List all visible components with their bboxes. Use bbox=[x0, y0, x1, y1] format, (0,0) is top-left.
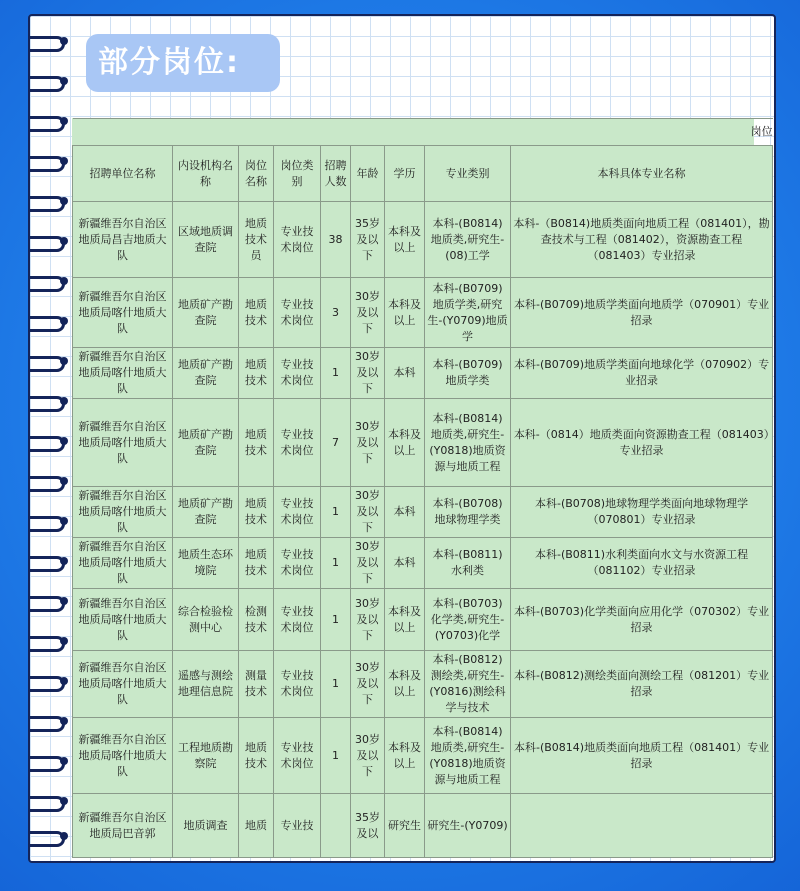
binding-ring bbox=[28, 236, 65, 252]
cell-type: 专业技术岗位 bbox=[274, 538, 321, 589]
cell-unit: 新疆维吾尔自治区地质局喀什地质大队 bbox=[73, 399, 173, 487]
table-row bbox=[73, 651, 773, 718]
cell-type: 专业技术岗位 bbox=[274, 487, 321, 538]
cell-age: 30岁及以下 bbox=[351, 348, 385, 399]
cell-major: 本科-(B0709)地质学类 bbox=[425, 348, 511, 399]
cell-num: 1 bbox=[321, 487, 351, 538]
binding-ring bbox=[28, 356, 65, 372]
cell-edu: 本科及以上 bbox=[385, 202, 425, 278]
cell-detail: 本科-（B0814)地质类面向地质工程（081401），勘查技术与工程（081402），资源勘查工程（081403）专业招录 bbox=[511, 202, 773, 278]
cell-detail: 本科-(B0708)地球物理学类面向地球物理学（070801）专业招录 bbox=[511, 487, 773, 538]
binding-ring bbox=[28, 316, 65, 332]
header-cell: 本科具体专业名称 bbox=[511, 146, 773, 202]
cell-age: 35岁及以下 bbox=[351, 202, 385, 278]
job-table bbox=[72, 118, 773, 858]
binding-ring bbox=[28, 436, 65, 452]
cell-post: 地质技术 bbox=[239, 487, 274, 538]
cell-type: 专业技术岗位 bbox=[274, 589, 321, 651]
binding-ring bbox=[28, 596, 65, 612]
cell-detail: 本科-(B0811)水利类面向水文与水资源工程（081102）专业招录 bbox=[511, 538, 773, 589]
cell-dept: 地质矿产勘查院 bbox=[173, 348, 239, 399]
table-row bbox=[73, 794, 773, 858]
cell-detail: 本科-(B0814)地质类面向地质工程（081401）专业招录 bbox=[511, 718, 773, 794]
table-row bbox=[73, 538, 773, 589]
header-cell: 内设机构名称 bbox=[173, 146, 239, 202]
cell-num: 1 bbox=[321, 651, 351, 718]
cell-edu: 本科 bbox=[385, 487, 425, 538]
cell-age: 30岁及以下 bbox=[351, 487, 385, 538]
cell-dept: 工程地质勘察院 bbox=[173, 718, 239, 794]
binding-ring bbox=[28, 156, 65, 172]
table-row bbox=[73, 278, 773, 348]
cell-detail: 本科-(B0709)地质学类面向地球化学（070902）专业招录 bbox=[511, 348, 773, 399]
cell-edu: 本科 bbox=[385, 538, 425, 589]
cell-num bbox=[321, 794, 351, 858]
cell-type: 专业技术岗位 bbox=[274, 651, 321, 718]
cell-edu: 研究生 bbox=[385, 794, 425, 858]
cell-detail bbox=[511, 794, 773, 858]
cell-unit: 新疆维吾尔自治区地质局喀什地质大队 bbox=[73, 651, 173, 718]
cell-post: 地质技术 bbox=[239, 718, 274, 794]
cell-post: 地质 bbox=[239, 794, 274, 858]
cell-major: 研究生-(Y0709) bbox=[425, 794, 511, 858]
cell-edu: 本科及以上 bbox=[385, 278, 425, 348]
cell-major: 本科-(B0709)地质学类,研究生-(Y0709)地质学 bbox=[425, 278, 511, 348]
cell-type: 专业技术岗位 bbox=[274, 202, 321, 278]
table-row bbox=[73, 487, 773, 538]
cell-dept: 地质矿产勘查院 bbox=[173, 399, 239, 487]
cell-detail: 本科-(B0709)地质学类面向地质学（070901）专业招录 bbox=[511, 278, 773, 348]
cell-edu: 本科及以上 bbox=[385, 718, 425, 794]
header-cell: 招聘单位名称 bbox=[73, 146, 173, 202]
table-top-strip bbox=[73, 119, 773, 146]
cell-edu: 本科及以上 bbox=[385, 399, 425, 487]
cell-detail: 本科-（0814）地质类面向资源勘查工程（081403）专业招录 bbox=[511, 399, 773, 487]
cell-num: 1 bbox=[321, 348, 351, 399]
cell-type: 专业技术岗位 bbox=[274, 348, 321, 399]
cell-major: 本科-(B0708)地球物理学类 bbox=[425, 487, 511, 538]
cell-num: 3 bbox=[321, 278, 351, 348]
header-cell: 年龄 bbox=[351, 146, 385, 202]
table-row bbox=[73, 589, 773, 651]
cell-major: 本科-(B0812)测绘类,研究生-(Y0816)测绘科学与技术 bbox=[425, 651, 511, 718]
binding-ring bbox=[28, 76, 65, 92]
cell-type: 专业技术岗位 bbox=[274, 399, 321, 487]
cell-age: 30岁及以下 bbox=[351, 651, 385, 718]
binding-ring bbox=[28, 796, 65, 812]
cell-major: 本科-(B0811)水利类 bbox=[425, 538, 511, 589]
cell-unit: 新疆维吾尔自治区地质局昌吉地质大队 bbox=[73, 202, 173, 278]
cell-type: 专业技 bbox=[274, 794, 321, 858]
binding-ring bbox=[28, 516, 65, 532]
binding-ring bbox=[28, 716, 65, 732]
cell-major: 本科-(B0814)地质类,研究生-(08)工学 bbox=[425, 202, 511, 278]
cell-unit: 新疆维吾尔自治区地质局喀什地质大队 bbox=[73, 278, 173, 348]
cell-age: 30岁及以下 bbox=[351, 399, 385, 487]
cell-num: 38 bbox=[321, 202, 351, 278]
binding-ring bbox=[28, 676, 65, 692]
binding-ring bbox=[28, 276, 65, 292]
page-title: 部分岗位: bbox=[86, 34, 280, 92]
cell-detail: 本科-(B0703)化学类面向应用化学（070302）专业招录 bbox=[511, 589, 773, 651]
cell-detail: 本科-(B0812)测绘类面向测绘工程（081201）专业招录 bbox=[511, 651, 773, 718]
cell-unit: 新疆维吾尔自治区地质局喀什地质大队 bbox=[73, 348, 173, 399]
cell-age: 30岁及以下 bbox=[351, 718, 385, 794]
cell-post: 地质技术员 bbox=[239, 202, 274, 278]
cell-unit: 新疆维吾尔自治区地质局喀什地质大队 bbox=[73, 589, 173, 651]
cell-dept: 地质调查 bbox=[173, 794, 239, 858]
cell-type: 专业技术岗位 bbox=[274, 278, 321, 348]
binding-ring bbox=[28, 116, 65, 132]
binding-ring bbox=[28, 476, 65, 492]
cell-post: 地质技术 bbox=[239, 399, 274, 487]
cell-dept: 地质矿产勘查院 bbox=[173, 278, 239, 348]
binding-ring bbox=[28, 556, 65, 572]
binding-ring bbox=[28, 396, 65, 412]
table-row bbox=[73, 348, 773, 399]
cell-post: 测量技术 bbox=[239, 651, 274, 718]
cell-dept: 区域地质调查院 bbox=[173, 202, 239, 278]
table-header-row bbox=[73, 146, 773, 202]
cell-unit: 新疆维吾尔自治区地质局喀什地质大队 bbox=[73, 538, 173, 589]
table-row bbox=[73, 718, 773, 794]
binding-ring bbox=[28, 756, 65, 772]
cell-dept: 地质矿产勘查院 bbox=[173, 487, 239, 538]
cell-num: 1 bbox=[321, 589, 351, 651]
cell-edu: 本科及以上 bbox=[385, 651, 425, 718]
cell-num: 1 bbox=[321, 538, 351, 589]
cell-num: 1 bbox=[321, 718, 351, 794]
binding-ring bbox=[28, 36, 65, 52]
cell-dept: 综合检验检测中心 bbox=[173, 589, 239, 651]
cell-age: 30岁及以下 bbox=[351, 538, 385, 589]
binding-ring bbox=[28, 831, 65, 847]
table-row bbox=[73, 202, 773, 278]
header-cell: 招聘人数 bbox=[321, 146, 351, 202]
binding-ring bbox=[28, 636, 65, 652]
cell-major: 本科-(B0703)化学类,研究生-(Y0703)化学 bbox=[425, 589, 511, 651]
cell-unit: 新疆维吾尔自治区地质局巴音郭 bbox=[73, 794, 173, 858]
cell-edu: 本科及以上 bbox=[385, 589, 425, 651]
spiral-binding bbox=[28, 36, 68, 836]
header-cell: 岗位类别 bbox=[274, 146, 321, 202]
cell-post: 地质技术 bbox=[239, 538, 274, 589]
cell-unit: 新疆维吾尔自治区地质局喀什地质大队 bbox=[73, 487, 173, 538]
header-cell: 岗位名称 bbox=[239, 146, 274, 202]
cell-post: 地质技术 bbox=[239, 348, 274, 399]
cell-edu: 本科 bbox=[385, 348, 425, 399]
header-cell: 学历 bbox=[385, 146, 425, 202]
cell-age: 35岁及以 bbox=[351, 794, 385, 858]
cell-age: 30岁及以下 bbox=[351, 278, 385, 348]
header-group-label: 岗位 bbox=[73, 119, 773, 146]
cell-post: 地质技术 bbox=[239, 278, 274, 348]
cell-num: 7 bbox=[321, 399, 351, 487]
cell-major: 本科-(B0814)地质类,研究生-(Y0818)地质资源与地质工程 bbox=[425, 718, 511, 794]
job-table-container bbox=[72, 118, 773, 840]
binding-ring bbox=[28, 196, 65, 212]
cell-age: 30岁及以下 bbox=[351, 589, 385, 651]
cell-post: 检测技术 bbox=[239, 589, 274, 651]
cell-dept: 遥感与测绘地理信息院 bbox=[173, 651, 239, 718]
table-row bbox=[73, 399, 773, 487]
cell-type: 专业技术岗位 bbox=[274, 718, 321, 794]
header-cell: 专业类别 bbox=[425, 146, 511, 202]
cell-dept: 地质生态环境院 bbox=[173, 538, 239, 589]
cell-major: 本科-(B0814)地质类,研究生-(Y0818)地质资源与地质工程 bbox=[425, 399, 511, 487]
cell-unit: 新疆维吾尔自治区地质局喀什地质大队 bbox=[73, 718, 173, 794]
